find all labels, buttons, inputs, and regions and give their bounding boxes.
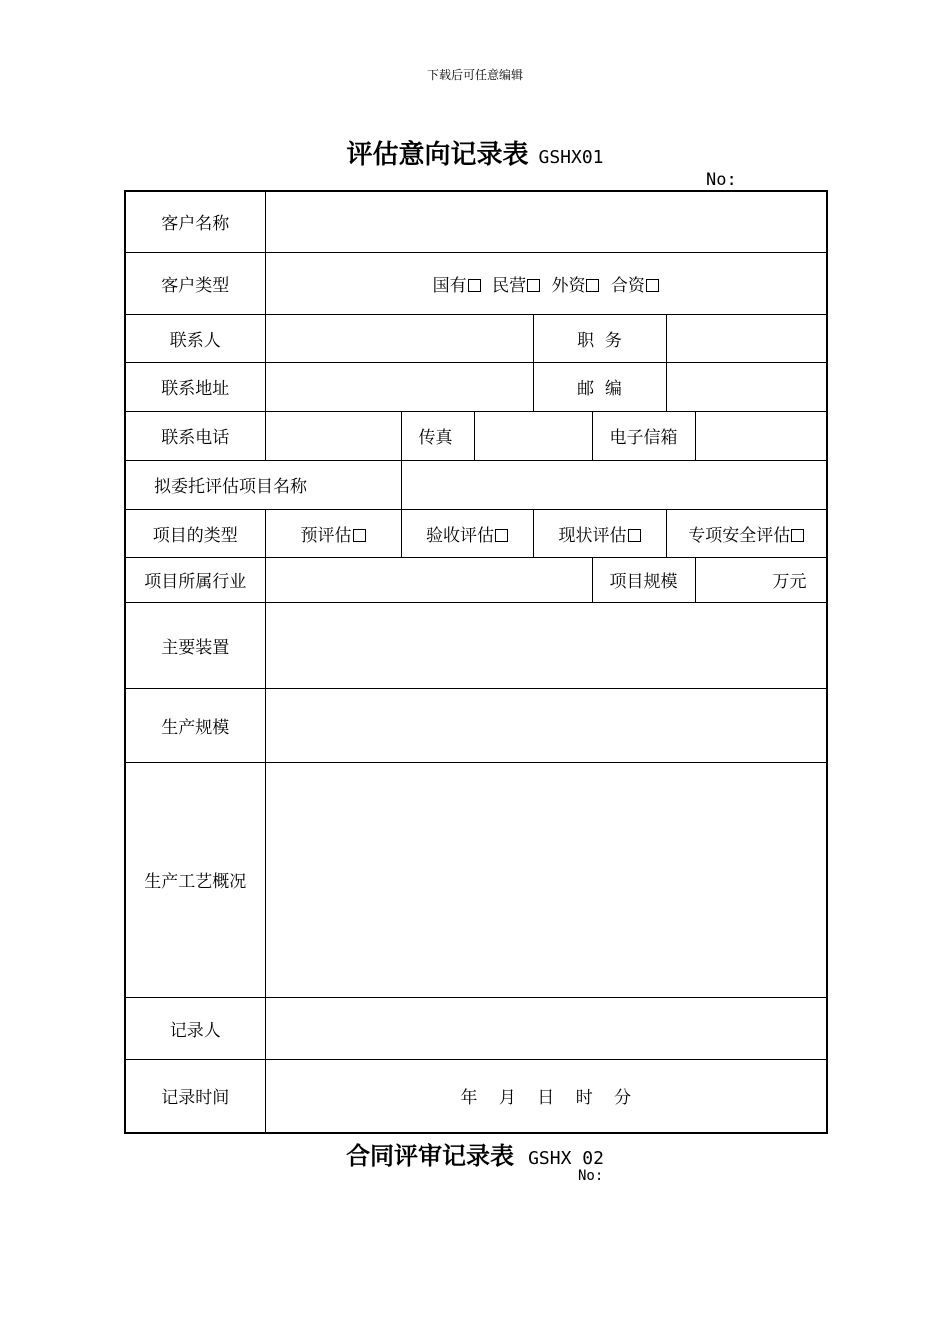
project-type-option[interactable] (401, 509, 533, 557)
fax-field[interactable] (474, 411, 592, 460)
recorder-label: 记录人 (125, 997, 265, 1059)
process-overview-label: 生产工艺概况 (125, 762, 265, 997)
client-type-label: 客户类型 (125, 252, 265, 314)
checkbox-icon[interactable] (586, 279, 599, 292)
production-scale-label: 生产规模 (125, 688, 265, 762)
phone-field[interactable] (265, 411, 401, 460)
minute-label: 分 (614, 1088, 632, 1109)
address-field[interactable] (265, 362, 533, 411)
year-label: 年 (460, 1088, 478, 1109)
project-type-option[interactable] (533, 509, 666, 557)
production-scale-field[interactable] (265, 688, 827, 762)
phone-label: 联系电话 (125, 411, 265, 460)
project-type-option-label: 专项安全评估 (688, 525, 791, 546)
assessment-intent-form (124, 190, 828, 1134)
industry-field[interactable] (265, 557, 592, 602)
main-equipment-field[interactable] (265, 602, 827, 688)
checkbox-icon[interactable] (791, 529, 804, 542)
client-name-label: 客户名称 (125, 191, 265, 252)
contact-person-field[interactable] (265, 314, 533, 362)
project-type-option-label: 预评估 (300, 525, 352, 546)
scale-label: 项目规模 (592, 557, 695, 602)
client-type-option-label: 外资 (551, 275, 586, 296)
form-number-label: No: (706, 170, 737, 190)
project-name-label: 拟委托评估项目名称 (125, 460, 401, 509)
email-label: 电子信箱 (592, 411, 695, 460)
project-type-option-label: 验收评估 (426, 525, 494, 546)
project-name-field[interactable] (401, 460, 827, 509)
contact-person-label: 联系人 (125, 314, 265, 362)
client-type-options (265, 252, 827, 314)
position-field[interactable] (666, 314, 827, 362)
industry-label: 项目所属行业 (125, 557, 265, 602)
form-code: GSHX01 (538, 147, 604, 168)
email-field[interactable] (695, 411, 827, 460)
day-label: 日 (537, 1088, 555, 1109)
project-type-label: 项目的类型 (125, 509, 265, 557)
contract-review-title-text: 合同评审记录表 (346, 1141, 515, 1170)
checkbox-icon[interactable] (628, 529, 641, 542)
record-time-label: 记录时间 (125, 1059, 265, 1133)
checkbox-icon[interactable] (646, 279, 659, 292)
scale-field[interactable] (695, 557, 827, 602)
month-label: 月 (498, 1088, 516, 1109)
checkbox-icon[interactable] (353, 529, 366, 542)
record-time-field[interactable] (265, 1059, 827, 1133)
postcode-field[interactable] (666, 362, 827, 411)
recorder-field[interactable] (265, 997, 827, 1059)
contract-review-code: GSHX 02 (528, 1148, 604, 1169)
contract-review-number-label: No: (578, 1168, 604, 1184)
form-title (0, 134, 950, 171)
project-type-option-label: 现状评估 (558, 525, 627, 546)
address-label: 联系地址 (125, 362, 265, 411)
hour-label: 时 (575, 1088, 593, 1109)
contract-review-title (0, 1136, 950, 1171)
project-type-option[interactable] (265, 509, 401, 557)
checkbox-icon[interactable] (495, 529, 508, 542)
client-name-field[interactable] (265, 191, 827, 252)
client-type-option-label: 合资 (610, 275, 645, 296)
main-equipment-label: 主要装置 (125, 602, 265, 688)
fax-label: 传真 (401, 411, 474, 460)
project-type-option[interactable] (666, 509, 827, 557)
scale-unit: 万元 (772, 572, 807, 592)
postcode-label: 邮 编 (533, 362, 666, 411)
client-type-option-label: 民营 (492, 275, 527, 296)
process-overview-field[interactable] (265, 762, 827, 997)
checkbox-icon[interactable] (468, 279, 481, 292)
checkbox-icon[interactable] (527, 279, 540, 292)
client-type-option-label: 国有 (432, 275, 467, 296)
position-label: 职 务 (533, 314, 666, 362)
header-note: 下载后可任意编辑 (426, 68, 523, 82)
form-title-text: 评估意向记录表 (346, 140, 529, 170)
